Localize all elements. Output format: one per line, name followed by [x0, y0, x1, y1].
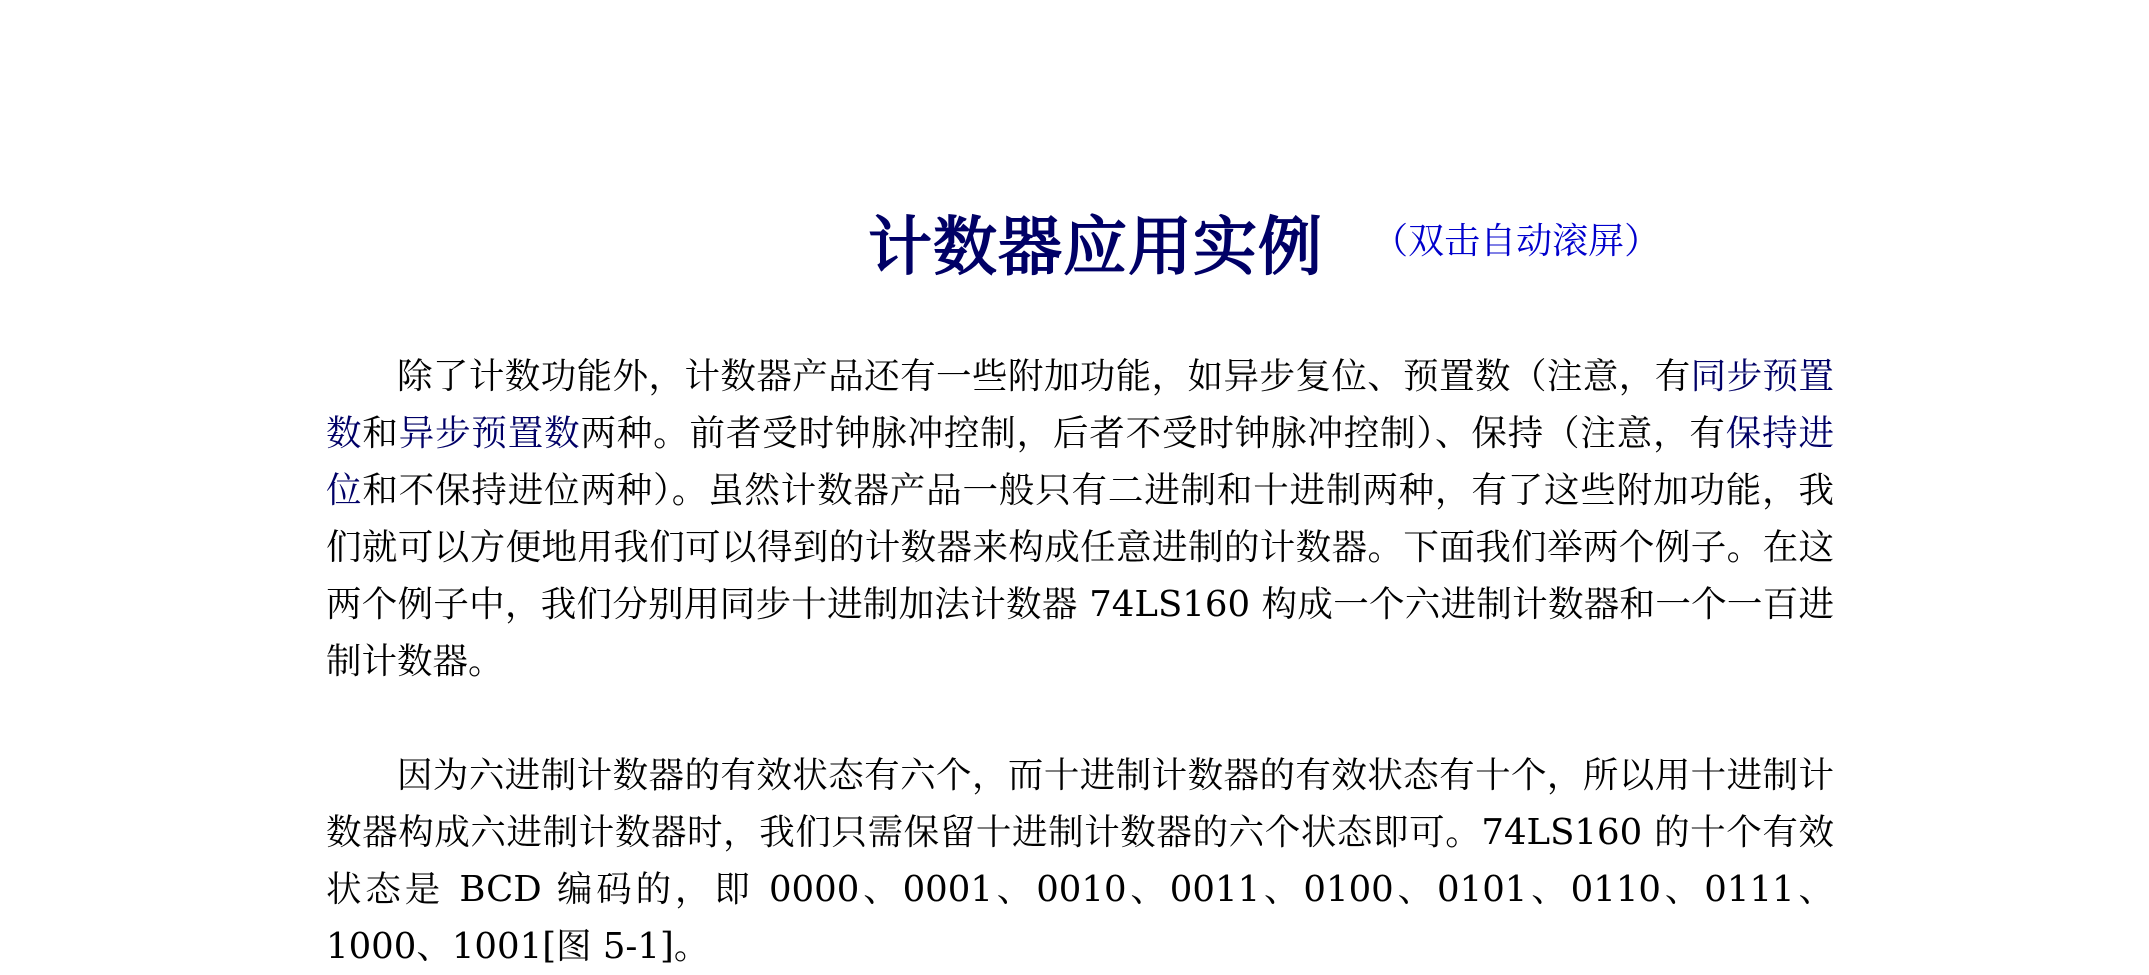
- auto-scroll-hint[interactable]: （双击自动滚屏）: [1372, 220, 1661, 262]
- paragraph-text: 两种。前者受时钟脉冲控制，后者不受时钟脉冲控制）、保持（注意，有: [580, 413, 1726, 454]
- term-link-sync-preset[interactable]: 同步预置数: [326, 356, 1834, 454]
- term-link-async-preset[interactable]: 异步预置数: [398, 413, 581, 454]
- page-title: 计数器应用实例: [868, 211, 1323, 285]
- paragraph-1: [326, 348, 1834, 690]
- paragraph-2: [326, 747, 1834, 975]
- term-link-hold-carry[interactable]: 保持进位: [326, 413, 1834, 511]
- paragraph-text: 因为六进制计数器的有效状态有六个，而十进制计数器的有效状态有十个，所以用十进制计数器构成六进制计数器时，我们只需保留十进制计数器的六个状态即可。74LS160 的十个有效状态是 BCD 编码的，即 0000、0001、0010、0011、0100、0101、0110、0111、1000、1001[图 5-1]。: [326, 755, 1834, 967]
- paragraph-text: 除了计数功能外，计数器产品还有一些附加功能，如异步复位、预置数（注意，有: [397, 356, 1691, 397]
- paragraph-text: 和: [362, 413, 399, 454]
- paragraph-text: 和不保持进位两种）。虽然计数器产品一般只有二进制和十进制两种，有了这些附加功能，我们就可以方便地用我们可以得到的计数器来构成任意进制的计数器。下面我们举两个例子。在这两个例子中，我们分别用同步十进制加法计数器 74LS160 构成一个六进制计数器和一个一百进制计数器。: [326, 470, 1834, 682]
- title-row: [868, 196, 1868, 286]
- document-body: [326, 348, 1834, 975]
